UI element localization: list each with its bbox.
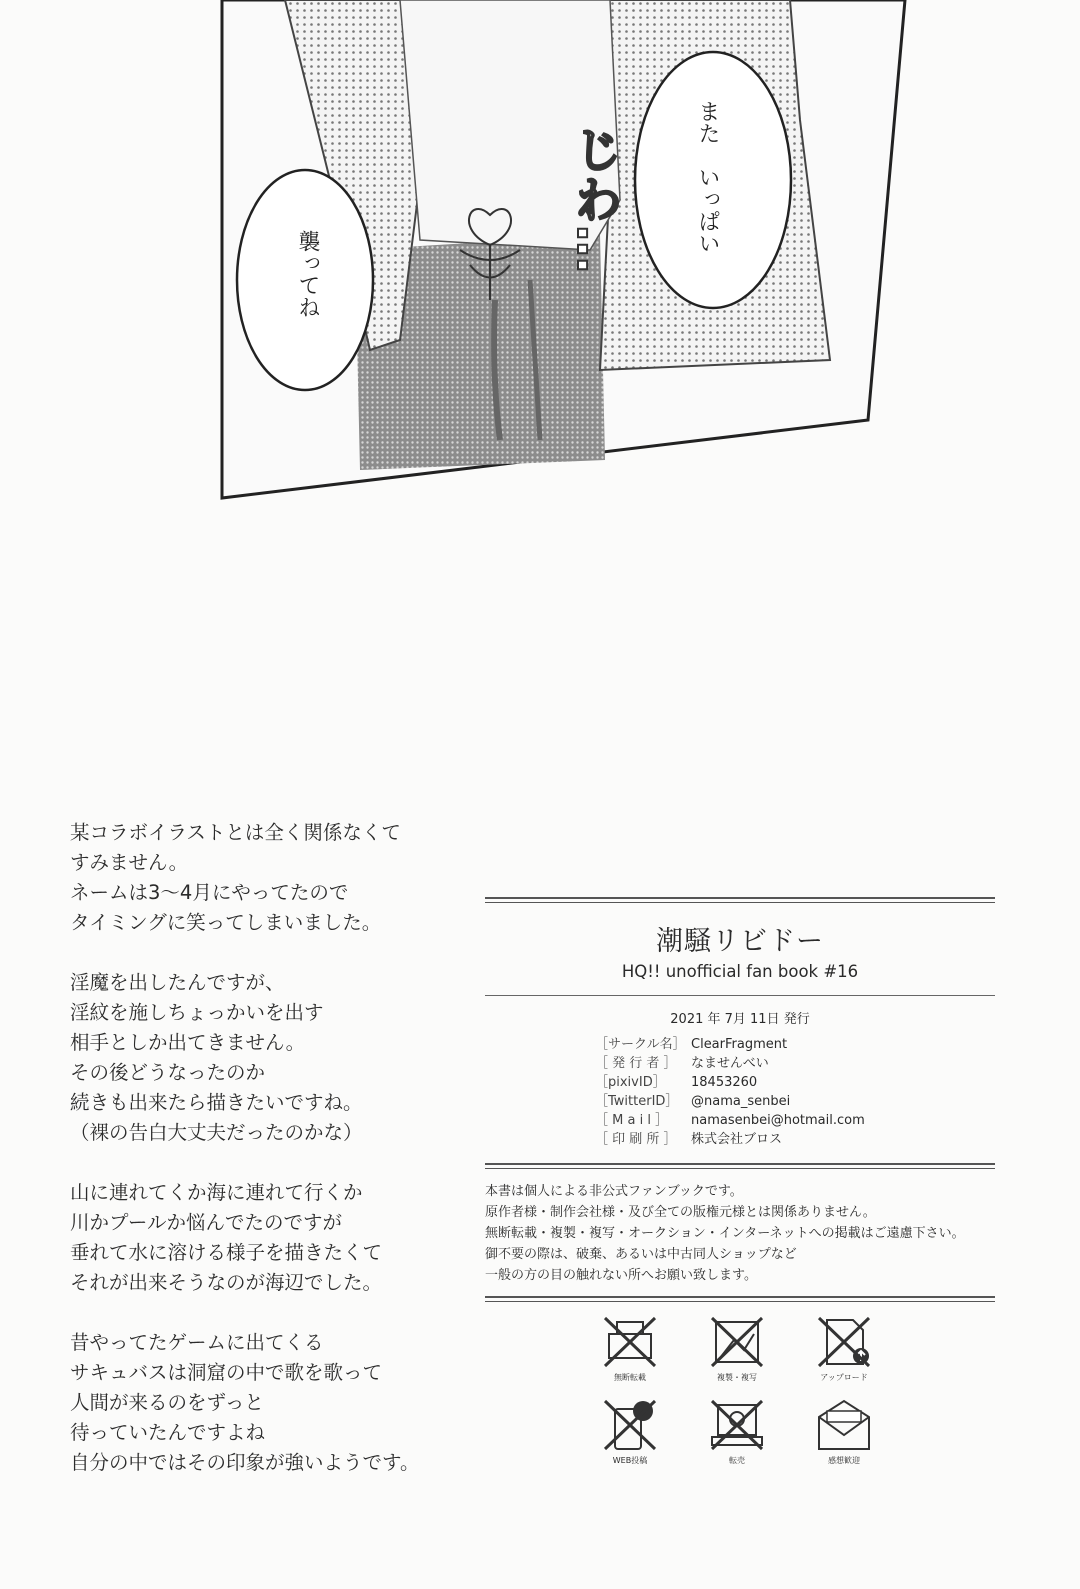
afterword-line: ネームは3〜4月にやってたので [70, 881, 349, 904]
info-row [595, 1130, 995, 1149]
bottom-double-rule [485, 1296, 995, 1302]
afterword-paragraph [70, 1178, 470, 1298]
info-row [595, 1054, 995, 1073]
info-row [595, 1073, 995, 1092]
afterword-line: 川かプールか悩んでたのですが [70, 1211, 343, 1234]
info-key: ［サークル名］ [595, 1037, 686, 1052]
no-upload-icon [813, 1314, 875, 1370]
notice-label: 転売 [729, 1456, 745, 1465]
no-copy-icon [706, 1314, 768, 1370]
afterword [70, 818, 470, 1508]
afterword-line: （裸の告白大丈夫だったのかな） [70, 1121, 363, 1144]
notice-item [809, 1397, 879, 1466]
afterword-line: 淫魔を出したんですが、 [70, 971, 285, 994]
notice-item [702, 1314, 772, 1383]
disclaimer-line: 無断転載・複製・複写・オークション・インターネットへの掲載はご遠慮下さい。 [485, 1226, 965, 1241]
afterword-line: 淫紋を施しちょっかいを出す [70, 1001, 324, 1024]
speech-bubble-left: 襲ってね [295, 230, 320, 318]
afterword-line: タイミングに笑ってしまいました。 [70, 911, 382, 934]
letter-welcome-icon [813, 1397, 875, 1453]
comic-panel [0, 0, 1080, 520]
no-web-post-icon [599, 1397, 661, 1453]
info-key: ［ 印 刷 所 ］ [595, 1132, 677, 1147]
afterword-paragraph [70, 1328, 470, 1478]
afterword-line: 山に連れてくか海に連れて行くか [70, 1181, 363, 1204]
notice-item [809, 1314, 879, 1383]
afterword-paragraph [70, 968, 470, 1148]
notice-item [702, 1397, 772, 1466]
afterword-line: 相手としか出てきません。 [70, 1031, 306, 1054]
notice-icons [595, 1314, 995, 1466]
info-value: ClearFragment [691, 1037, 788, 1052]
middle-double-rule [485, 1163, 995, 1169]
afterword-line: 昔やってたゲームに出てくる [70, 1331, 324, 1354]
disclaimer-line: 一般の方の目の触れない所へお願い致します。 [485, 1268, 757, 1283]
top-double-rule [485, 897, 995, 903]
afterword-paragraph [70, 818, 470, 938]
afterword-line: それが出来そうなのが海辺でした。 [70, 1271, 383, 1294]
afterword-line: すみません。 [70, 851, 189, 874]
sound-effect: じわ… [566, 125, 622, 275]
afterword-line: 人間が来るのをずっと [70, 1391, 264, 1414]
afterword-line: 待っていたんですよね [70, 1421, 266, 1444]
notice-label: 無断転載 [614, 1373, 646, 1382]
disclaimer-line: 原作者様・制作会社様・及び全ての版権元様とは関係ありません。 [485, 1205, 876, 1220]
colophon [485, 897, 995, 1466]
info-row [595, 1111, 995, 1130]
info-value: @nama_senbei [691, 1094, 791, 1109]
notice-item [595, 1397, 665, 1466]
notice-item [595, 1314, 665, 1383]
divider [485, 995, 995, 996]
info-row [595, 1035, 995, 1054]
info-key: ［ M a i l ］ [595, 1113, 669, 1128]
afterword-line: 自分の中ではその印象が強いようです。 [70, 1451, 420, 1474]
book-subtitle: HQ!! unofficial fan book #16 [621, 962, 859, 981]
speech-bubble-right: また いっぱい [695, 100, 720, 254]
publish-date: 2021 年 7月 11日 発行 [670, 1012, 810, 1027]
afterword-line: 垂れて水に溶ける様子を描きたくて [70, 1241, 383, 1264]
afterword-line: 某コラボイラストとは全く関係なくて [70, 821, 401, 844]
publisher-info [595, 1035, 995, 1149]
afterword-line: 続きも出来たら描きたいですね。 [70, 1091, 363, 1114]
info-row [595, 1092, 995, 1111]
notice-label: WEB投稿 [612, 1456, 648, 1465]
afterword-line: サキュバスは洞窟の中で歌を歌って [70, 1361, 383, 1384]
info-value: 18453260 [691, 1075, 758, 1090]
info-value: なませんべい [691, 1056, 769, 1071]
info-key: ［ 発 行 者 ］ [595, 1056, 677, 1071]
book-title: 潮騒リビドー [656, 926, 824, 957]
no-print-icon [599, 1314, 661, 1370]
disclaimer-line: 本書は個人による非公式ファンブックです。 [485, 1184, 743, 1199]
info-value: 株式会社ブロス [691, 1132, 783, 1147]
info-key: ［pixivID］ [595, 1075, 666, 1090]
comic-panel-art [0, 0, 1080, 520]
disclaimer [485, 1181, 995, 1286]
no-resale-icon [706, 1397, 768, 1453]
disclaimer-line: 御不要の際は、破棄、あるいは中古同人ショップなど [485, 1247, 797, 1262]
notice-label: 複製・複写 [717, 1373, 757, 1382]
info-key: ［TwitterID］ [595, 1094, 679, 1109]
notice-label: 感想歓迎 [828, 1456, 860, 1465]
notice-label: アップロード [820, 1373, 868, 1382]
afterword-line: その後どうなったのか [70, 1061, 266, 1084]
info-value: namasenbei@hotmail.com [691, 1113, 865, 1128]
